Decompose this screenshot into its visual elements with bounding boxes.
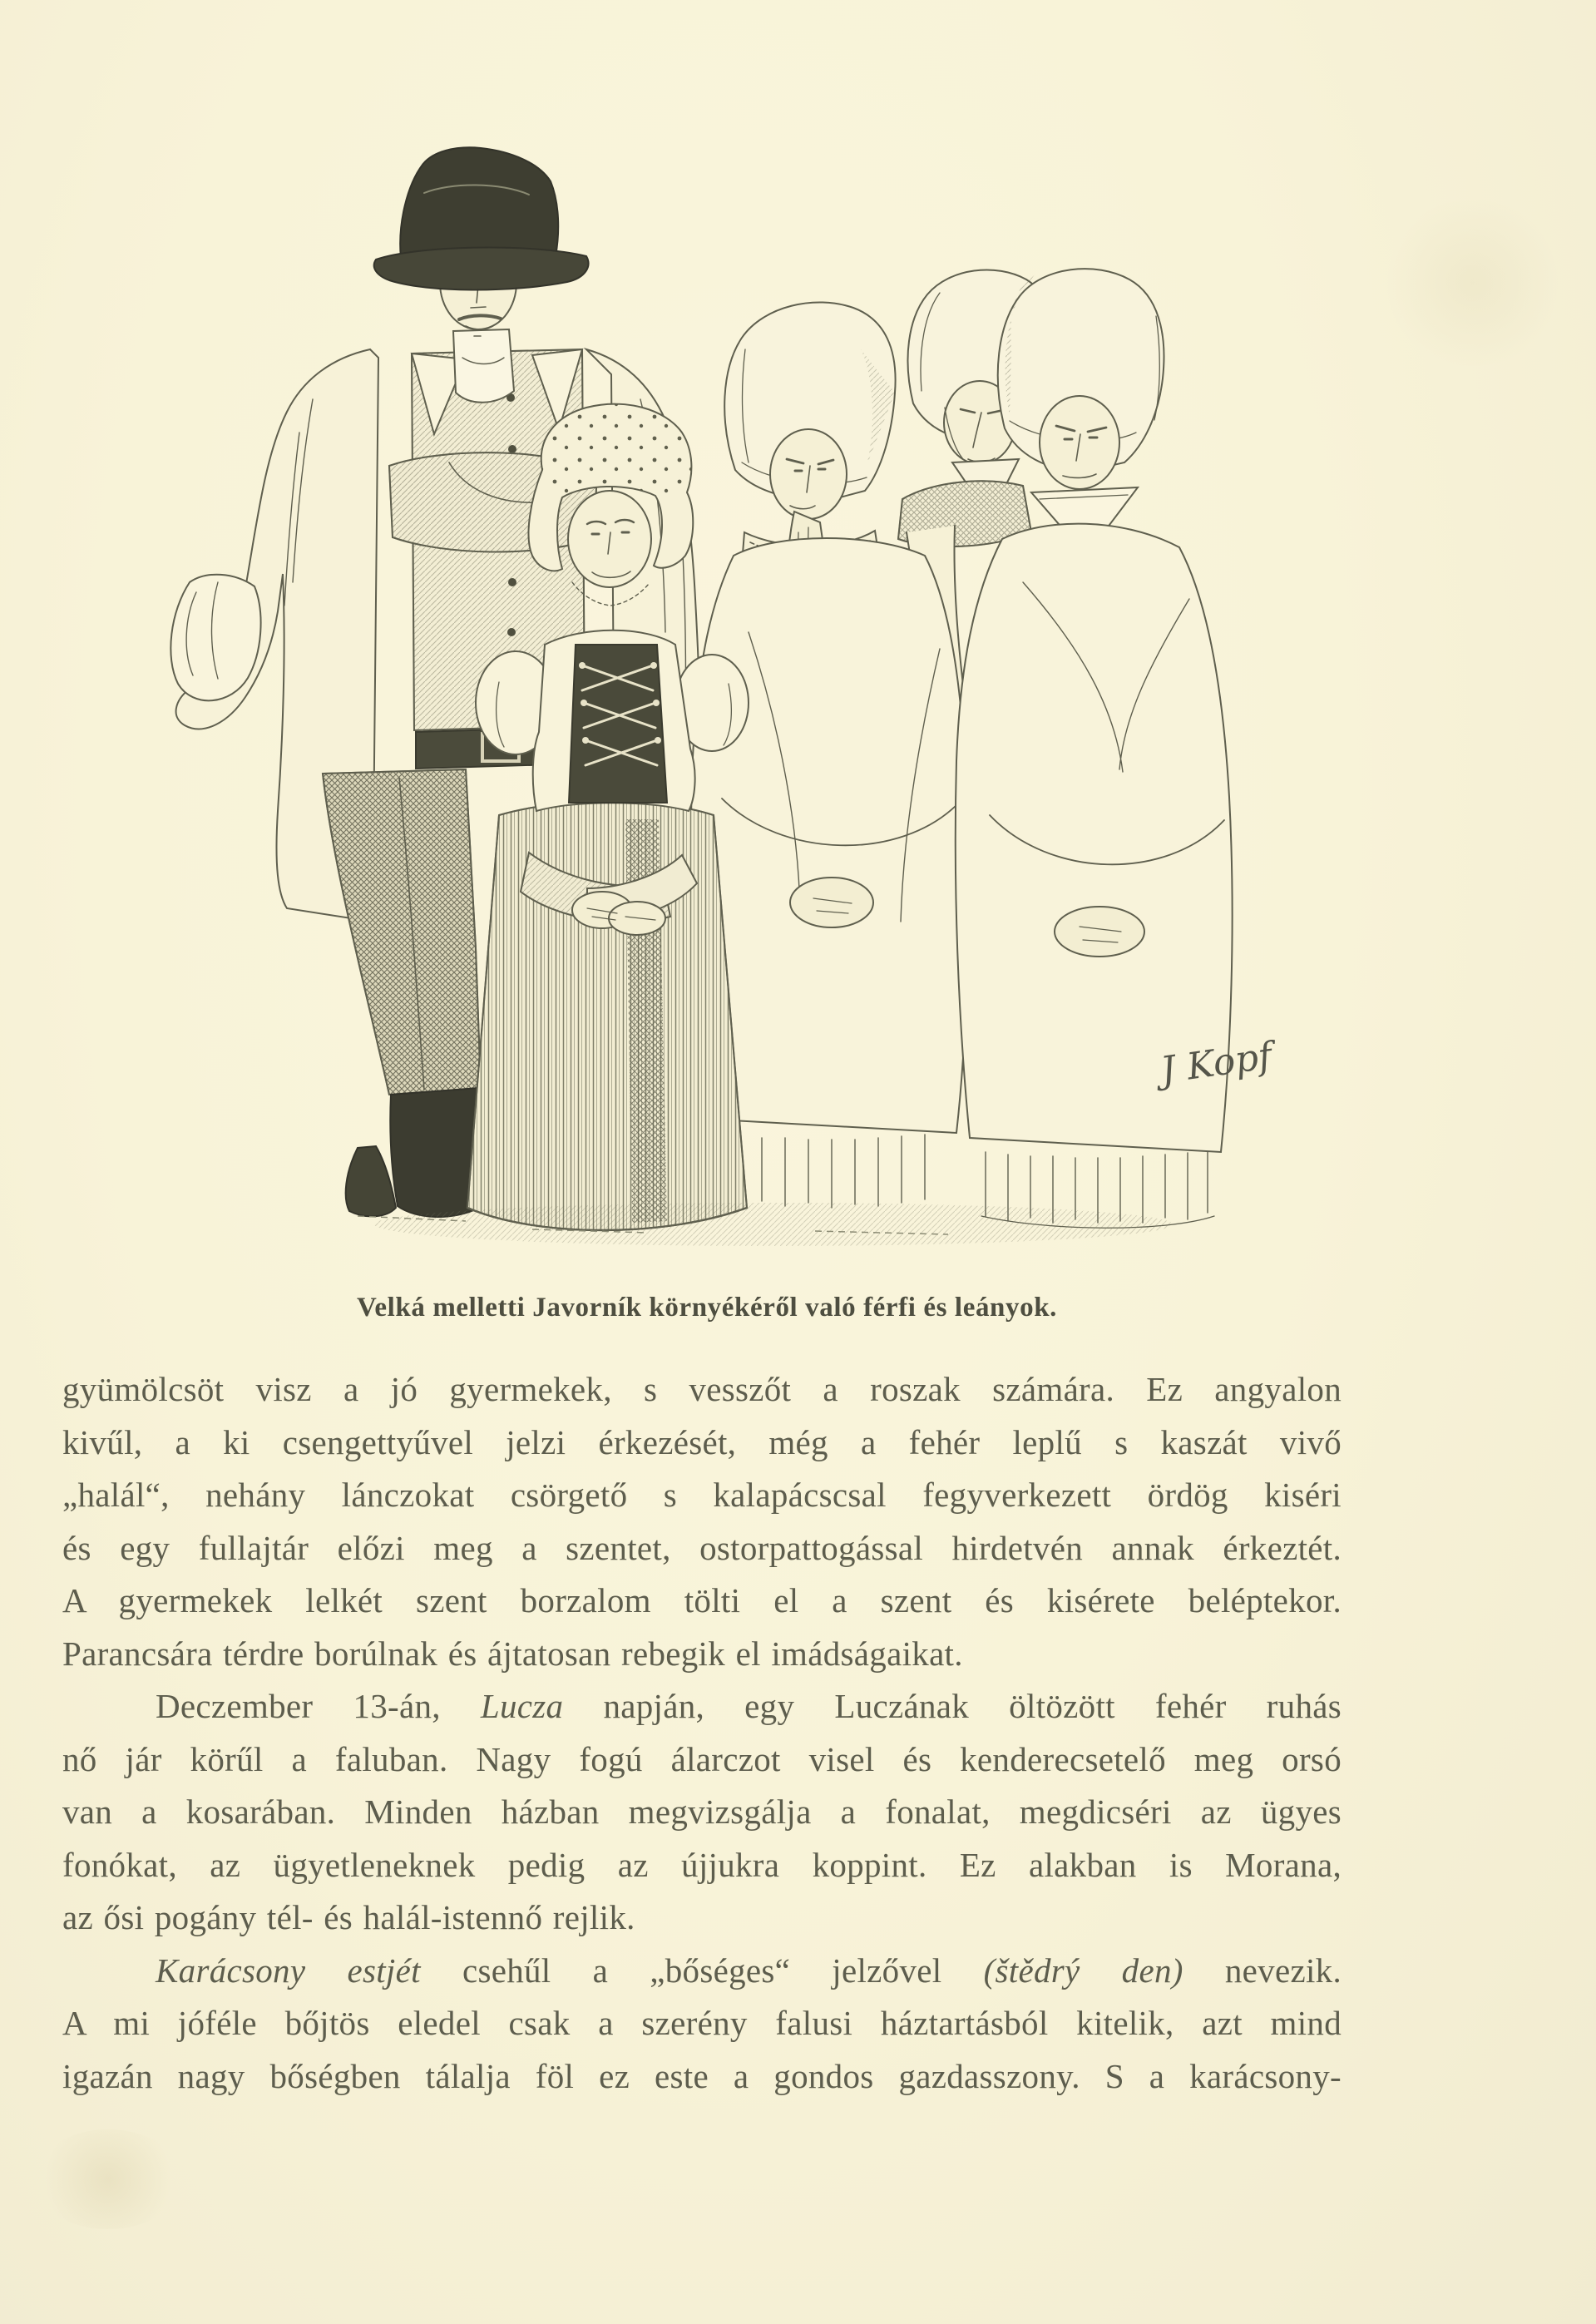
- text-line: [62, 1363, 1342, 1417]
- text-segment: az ősi pogány tél- és halál-istennő rejlik.: [62, 1898, 635, 1936]
- text-line: [62, 1945, 1342, 1998]
- text-segment: (štědrý den): [983, 1951, 1183, 1990]
- text-line: [62, 1469, 1342, 1522]
- text-line: [62, 2050, 1342, 2104]
- text-segment: gyümölcsöt visz a jó gyermekek, s vesszőt a roszak számára. Ez angyalon: [62, 1370, 1342, 1408]
- text-segment: nő jár körűl a faluban. Nagy fogú álarczot visel és kenderecsetelő meg orsó: [62, 1739, 1342, 1778]
- engraving-illustration: [116, 67, 1297, 1281]
- text-line: [62, 1522, 1342, 1575]
- artist-signature: J Kopf: [1158, 1034, 1275, 1092]
- text-segment: kivűl, a ki csengettyűvel jelzi érkezését, még a fehér leplű s kaszát vivő: [62, 1422, 1342, 1461]
- text-segment: A gyermekek lelkét szent borzalom tölti el a szent és kisérete beléptekor.: [62, 1581, 1342, 1619]
- text-line: [62, 1786, 1342, 1839]
- paper-stain: [33, 2129, 183, 2229]
- text-block: [62, 1363, 1342, 2103]
- text-segment: Parancsára térdre borúlnak és ájtatosan rebegik el imádságaikat.: [62, 1634, 963, 1673]
- text-segment: és egy fullajtár előzi meg a szentet, ostorpattogással hirdetvén annak érkeztét.: [62, 1528, 1342, 1567]
- paper-stain: [1381, 200, 1564, 366]
- text-segment: csehűl a „bőséges“ jelzővel: [420, 1951, 984, 1990]
- text-segment: napján, egy Luczának öltözött fehér ruhás: [563, 1687, 1342, 1725]
- text-line: [62, 1680, 1342, 1733]
- text-line: [62, 1997, 1342, 2050]
- text-segment: A mi jóféle bőjtös eledel csak a szerény falusi háztartásból kitelik, azt mind: [62, 2004, 1342, 2042]
- text-segment: nevezik.: [1183, 1951, 1342, 1990]
- engraving-figure: [116, 67, 1297, 1281]
- text-segment: Lucza: [480, 1687, 564, 1725]
- text-segment: fonókat, az ügyetleneknek pedig az újjukra koppint. Ez alakban is Morana,: [62, 1845, 1342, 1884]
- figure-caption: Velká melletti Javorník környékéről való férfi és leányok.: [357, 1293, 1057, 1323]
- text-line: [62, 1628, 1342, 1681]
- text-segment: van a kosarában. Minden házban megvizsgálja a fonalat, megdicséri az ügyes: [62, 1792, 1342, 1831]
- text-line: [62, 1891, 1342, 1945]
- text-segment: igazán nagy bőségben tálalja föl ez este a gondos gazdasszony. S a karácsony-: [62, 2056, 1342, 2095]
- text-segment: „halál“, nehány lánczokat csörgető s kalapácscsal fegyverkezett ördög kiséri: [62, 1476, 1342, 1514]
- text-segment: Deczember 13-án,: [156, 1687, 481, 1725]
- text-line: [62, 1417, 1342, 1470]
- text-segment: Karácsony estjét: [156, 1951, 421, 1990]
- text-line: [62, 1575, 1342, 1628]
- text-line: [62, 1733, 1342, 1787]
- text-line: [62, 1839, 1342, 1892]
